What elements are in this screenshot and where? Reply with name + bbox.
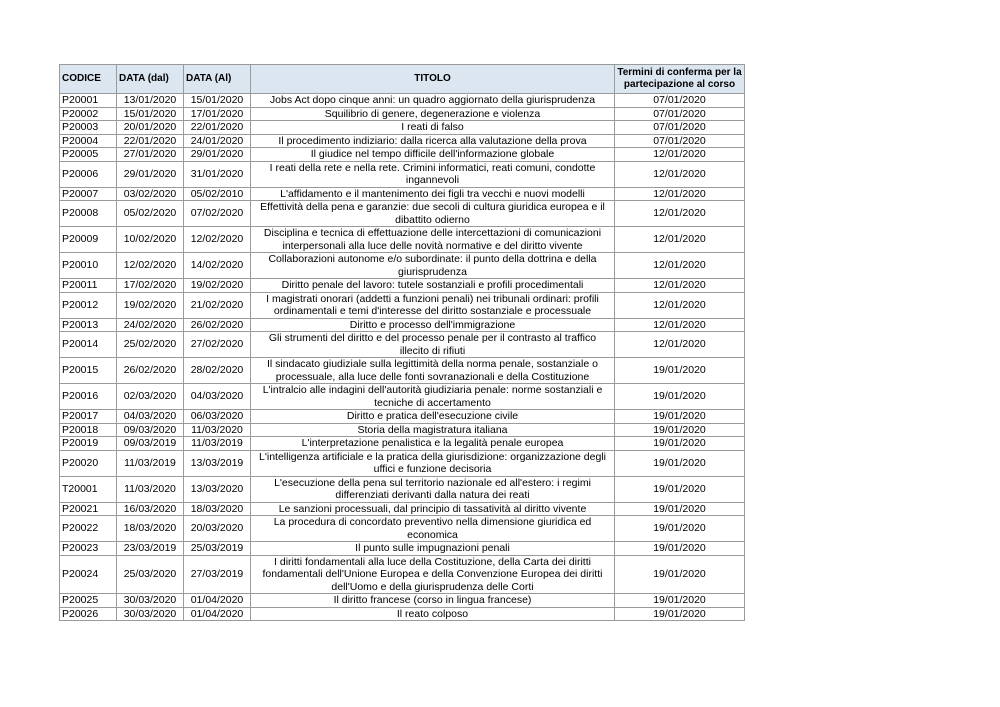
cell-deadline: 19/01/2020 bbox=[615, 594, 745, 608]
table-row bbox=[60, 94, 745, 108]
table-row bbox=[60, 107, 745, 121]
cell-code: P20014 bbox=[60, 332, 117, 358]
cell-title: I diritti fondamentali alla luce della Costituzione, della Carta dei diritti fondamentali dell'Unione Europea e della Convenzione Europea dei diritti dell'Uomo e della giurisprudenza delle Corti bbox=[251, 555, 615, 594]
cell-deadline: 19/01/2020 bbox=[615, 516, 745, 542]
table-row bbox=[60, 450, 745, 476]
cell-deadline: 19/01/2020 bbox=[615, 358, 745, 384]
cell-date-from: 20/01/2020 bbox=[117, 121, 184, 135]
cell-title: Il reato colposo bbox=[251, 607, 615, 621]
cell-date-to: 22/01/2020 bbox=[184, 121, 251, 135]
cell-title: Gli strumenti del diritto e del processo penale per il contrasto al traffico illecito di rifiuti bbox=[251, 332, 615, 358]
cell-date-from: 15/01/2020 bbox=[117, 107, 184, 121]
cell-date-from: 04/03/2020 bbox=[117, 410, 184, 424]
cell-date-from: 29/01/2020 bbox=[117, 161, 184, 187]
cell-date-to: 01/04/2020 bbox=[184, 594, 251, 608]
cell-code: P20013 bbox=[60, 318, 117, 332]
cell-date-from: 05/02/2020 bbox=[117, 201, 184, 227]
cell-code: P20006 bbox=[60, 161, 117, 187]
cell-deadline: 19/01/2020 bbox=[615, 476, 745, 502]
cell-code: P20011 bbox=[60, 279, 117, 293]
cell-deadline: 19/01/2020 bbox=[615, 607, 745, 621]
cell-code: P20022 bbox=[60, 516, 117, 542]
cell-code: P20018 bbox=[60, 423, 117, 437]
cell-date-from: 23/03/2019 bbox=[117, 542, 184, 556]
table-row bbox=[60, 253, 745, 279]
cell-date-from: 09/03/2019 bbox=[117, 437, 184, 451]
cell-title: Il giudice nel tempo difficile dell'informazione globale bbox=[251, 148, 615, 162]
cell-date-to: 15/01/2020 bbox=[184, 94, 251, 108]
cell-title: Squilibrio di genere, degenerazione e violenza bbox=[251, 107, 615, 121]
cell-deadline: 12/01/2020 bbox=[615, 292, 745, 318]
cell-date-from: 27/01/2020 bbox=[117, 148, 184, 162]
table-row bbox=[60, 161, 745, 187]
cell-date-to: 12/02/2020 bbox=[184, 227, 251, 253]
cell-title: Le sanzioni processuali, dal principio di tassatività al diritto vivente bbox=[251, 502, 615, 516]
cell-code: P20023 bbox=[60, 542, 117, 556]
cell-date-from: 30/03/2020 bbox=[117, 594, 184, 608]
cell-deadline: 19/01/2020 bbox=[615, 502, 745, 516]
cell-code: P20007 bbox=[60, 187, 117, 201]
cell-deadline: 12/01/2020 bbox=[615, 161, 745, 187]
cell-date-to: 26/02/2020 bbox=[184, 318, 251, 332]
table-row bbox=[60, 279, 745, 293]
table-row bbox=[60, 227, 745, 253]
cell-title: L'esecuzione della pena sul territorio nazionale ed all'estero: i regimi differenziati derivanti dalla natura dei reati bbox=[251, 476, 615, 502]
cell-date-to: 06/03/2020 bbox=[184, 410, 251, 424]
table-row bbox=[60, 476, 745, 502]
table-row bbox=[60, 358, 745, 384]
cell-title: L'interpretazione penalistica e la legalità penale europea bbox=[251, 437, 615, 451]
cell-date-from: 12/02/2020 bbox=[117, 253, 184, 279]
table-row bbox=[60, 187, 745, 201]
cell-title: Il sindacato giudiziale sulla legittimità della norma penale, sostanziale o processuale, alla luce delle fonti sovranazionali e della Costituzione bbox=[251, 358, 615, 384]
cell-date-to: 29/01/2020 bbox=[184, 148, 251, 162]
cell-code: P20019 bbox=[60, 437, 117, 451]
cell-title: Disciplina e tecnica di effettuazione delle intercettazioni di comunicazioni interpersonali alla luce delle novità normative e del diritto vivente bbox=[251, 227, 615, 253]
header-row bbox=[60, 65, 745, 94]
cell-date-from: 25/02/2020 bbox=[117, 332, 184, 358]
cell-code: P20026 bbox=[60, 607, 117, 621]
cell-code: P20008 bbox=[60, 201, 117, 227]
table-row bbox=[60, 134, 745, 148]
cell-deadline: 12/01/2020 bbox=[615, 187, 745, 201]
table-row bbox=[60, 121, 745, 135]
table-row bbox=[60, 542, 745, 556]
cell-deadline: 07/01/2020 bbox=[615, 121, 745, 135]
cell-title: L'intralcio alle indagini dell'autorità giudiziaria penale: norme sostanziali e tecniche di accertamento bbox=[251, 384, 615, 410]
cell-title: Diritto penale del lavoro: tutele sostanziali e profili procedimentali bbox=[251, 279, 615, 293]
cell-code: P20003 bbox=[60, 121, 117, 135]
cell-date-from: 02/03/2020 bbox=[117, 384, 184, 410]
cell-date-from: 13/01/2020 bbox=[117, 94, 184, 108]
cell-code: P20002 bbox=[60, 107, 117, 121]
cell-deadline: 12/01/2020 bbox=[615, 279, 745, 293]
cell-date-from: 26/02/2020 bbox=[117, 358, 184, 384]
cell-date-to: 11/03/2019 bbox=[184, 437, 251, 451]
table-row bbox=[60, 201, 745, 227]
cell-date-from: 30/03/2020 bbox=[117, 607, 184, 621]
table-row bbox=[60, 423, 745, 437]
cell-code: P20001 bbox=[60, 94, 117, 108]
cell-date-to: 18/03/2020 bbox=[184, 502, 251, 516]
cell-date-from: 22/01/2020 bbox=[117, 134, 184, 148]
cell-code: T20001 bbox=[60, 476, 117, 502]
cell-deadline: 19/01/2020 bbox=[615, 437, 745, 451]
cell-date-to: 17/01/2020 bbox=[184, 107, 251, 121]
table-row bbox=[60, 332, 745, 358]
cell-date-to: 14/02/2020 bbox=[184, 253, 251, 279]
cell-deadline: 19/01/2020 bbox=[615, 555, 745, 594]
cell-deadline: 12/01/2020 bbox=[615, 318, 745, 332]
cell-deadline: 19/01/2020 bbox=[615, 384, 745, 410]
cell-date-to: 11/03/2020 bbox=[184, 423, 251, 437]
table-row bbox=[60, 384, 745, 410]
cell-title: Collaborazioni autonome e/o subordinate: il punto della dottrina e della giurisprudenza bbox=[251, 253, 615, 279]
cell-code: P20005 bbox=[60, 148, 117, 162]
cell-deadline: 19/01/2020 bbox=[615, 423, 745, 437]
cell-title: La procedura di concordato preventivo nella dimensione giuridica ed economica bbox=[251, 516, 615, 542]
cell-date-to: 13/03/2019 bbox=[184, 450, 251, 476]
cell-date-to: 31/01/2020 bbox=[184, 161, 251, 187]
cell-date-from: 17/02/2020 bbox=[117, 279, 184, 293]
cell-title: Jobs Act dopo cinque anni: un quadro aggiornato della giurisprudenza bbox=[251, 94, 615, 108]
cell-date-to: 21/02/2020 bbox=[184, 292, 251, 318]
cell-date-to: 01/04/2020 bbox=[184, 607, 251, 621]
table-row bbox=[60, 555, 745, 594]
cell-code: P20015 bbox=[60, 358, 117, 384]
cell-date-to: 13/03/2020 bbox=[184, 476, 251, 502]
cell-deadline: 12/01/2020 bbox=[615, 332, 745, 358]
cell-deadline: 07/01/2020 bbox=[615, 134, 745, 148]
cell-title: I reati della rete e nella rete. Crimini informatici, reati comuni, condotte ingannevoli bbox=[251, 161, 615, 187]
cell-code: P20010 bbox=[60, 253, 117, 279]
cell-date-from: 03/02/2020 bbox=[117, 187, 184, 201]
cell-date-to: 28/02/2020 bbox=[184, 358, 251, 384]
cell-date-from: 10/02/2020 bbox=[117, 227, 184, 253]
cell-code: P20021 bbox=[60, 502, 117, 516]
cell-title: Effettività della pena e garanzie: due secoli di cultura giuridica europea e il dibattito odierno bbox=[251, 201, 615, 227]
cell-title: Il punto sulle impugnazioni penali bbox=[251, 542, 615, 556]
header-title: TITOLO bbox=[251, 65, 615, 94]
cell-title: L'affidamento e il mantenimento dei figli tra vecchi e nuovi modelli bbox=[251, 187, 615, 201]
cell-title: I reati di falso bbox=[251, 121, 615, 135]
cell-deadline: 19/01/2020 bbox=[615, 410, 745, 424]
table-row bbox=[60, 318, 745, 332]
table-row bbox=[60, 502, 745, 516]
table-row bbox=[60, 292, 745, 318]
cell-deadline: 12/01/2020 bbox=[615, 227, 745, 253]
cell-date-from: 18/03/2020 bbox=[117, 516, 184, 542]
cell-date-to: 27/03/2019 bbox=[184, 555, 251, 594]
cell-date-from: 24/02/2020 bbox=[117, 318, 184, 332]
header-code: CODICE bbox=[60, 65, 117, 94]
cell-deadline: 12/01/2020 bbox=[615, 148, 745, 162]
cell-date-to: 20/03/2020 bbox=[184, 516, 251, 542]
table-row bbox=[60, 437, 745, 451]
cell-title: Storia della magistratura italiana bbox=[251, 423, 615, 437]
table-row bbox=[60, 516, 745, 542]
cell-date-from: 11/03/2019 bbox=[117, 450, 184, 476]
table-row bbox=[60, 148, 745, 162]
cell-date-to: 05/02/2010 bbox=[184, 187, 251, 201]
cell-code: P20009 bbox=[60, 227, 117, 253]
cell-title: L'intelligenza artificiale e la pratica della giurisdizione: organizzazione degli uffici e funzione decisoria bbox=[251, 450, 615, 476]
cell-code: P20016 bbox=[60, 384, 117, 410]
table-body bbox=[60, 94, 745, 621]
cell-code: P20025 bbox=[60, 594, 117, 608]
cell-date-from: 25/03/2020 bbox=[117, 555, 184, 594]
cell-code: P20020 bbox=[60, 450, 117, 476]
header-date-to: DATA (Al) bbox=[184, 65, 251, 94]
cell-code: P20012 bbox=[60, 292, 117, 318]
cell-title: Diritto e processo dell'immigrazione bbox=[251, 318, 615, 332]
cell-date-from: 09/03/2020 bbox=[117, 423, 184, 437]
cell-date-to: 27/02/2020 bbox=[184, 332, 251, 358]
header-date-from: DATA (dal) bbox=[117, 65, 184, 94]
cell-deadline: 12/01/2020 bbox=[615, 253, 745, 279]
cell-date-to: 07/02/2020 bbox=[184, 201, 251, 227]
cell-title: Diritto e pratica dell'esecuzione civile bbox=[251, 410, 615, 424]
cell-date-to: 25/03/2019 bbox=[184, 542, 251, 556]
cell-date-from: 11/03/2020 bbox=[117, 476, 184, 502]
header-deadline: Termini di conferma per la partecipazione al corso bbox=[615, 65, 745, 94]
table-row bbox=[60, 607, 745, 621]
cell-code: P20024 bbox=[60, 555, 117, 594]
cell-title: Il diritto francese (corso in lingua francese) bbox=[251, 594, 615, 608]
cell-title: Il procedimento indiziario: dalla ricerca alla valutazione della prova bbox=[251, 134, 615, 148]
cell-title: I magistrati onorari (addetti a funzioni penali) nei tribunali ordinari: profili ordinamentali e temi d'interesse del diritto sostanziale e processuale bbox=[251, 292, 615, 318]
cell-deadline: 12/01/2020 bbox=[615, 201, 745, 227]
cell-deadline: 19/01/2020 bbox=[615, 542, 745, 556]
cell-deadline: 07/01/2020 bbox=[615, 107, 745, 121]
cell-deadline: 19/01/2020 bbox=[615, 450, 745, 476]
table-row bbox=[60, 410, 745, 424]
cell-date-to: 19/02/2020 bbox=[184, 279, 251, 293]
course-table bbox=[59, 64, 745, 621]
cell-date-from: 19/02/2020 bbox=[117, 292, 184, 318]
cell-code: P20004 bbox=[60, 134, 117, 148]
cell-date-to: 04/03/2020 bbox=[184, 384, 251, 410]
cell-date-to: 24/01/2020 bbox=[184, 134, 251, 148]
cell-code: P20017 bbox=[60, 410, 117, 424]
cell-date-from: 16/03/2020 bbox=[117, 502, 184, 516]
cell-deadline: 07/01/2020 bbox=[615, 94, 745, 108]
table-row bbox=[60, 594, 745, 608]
